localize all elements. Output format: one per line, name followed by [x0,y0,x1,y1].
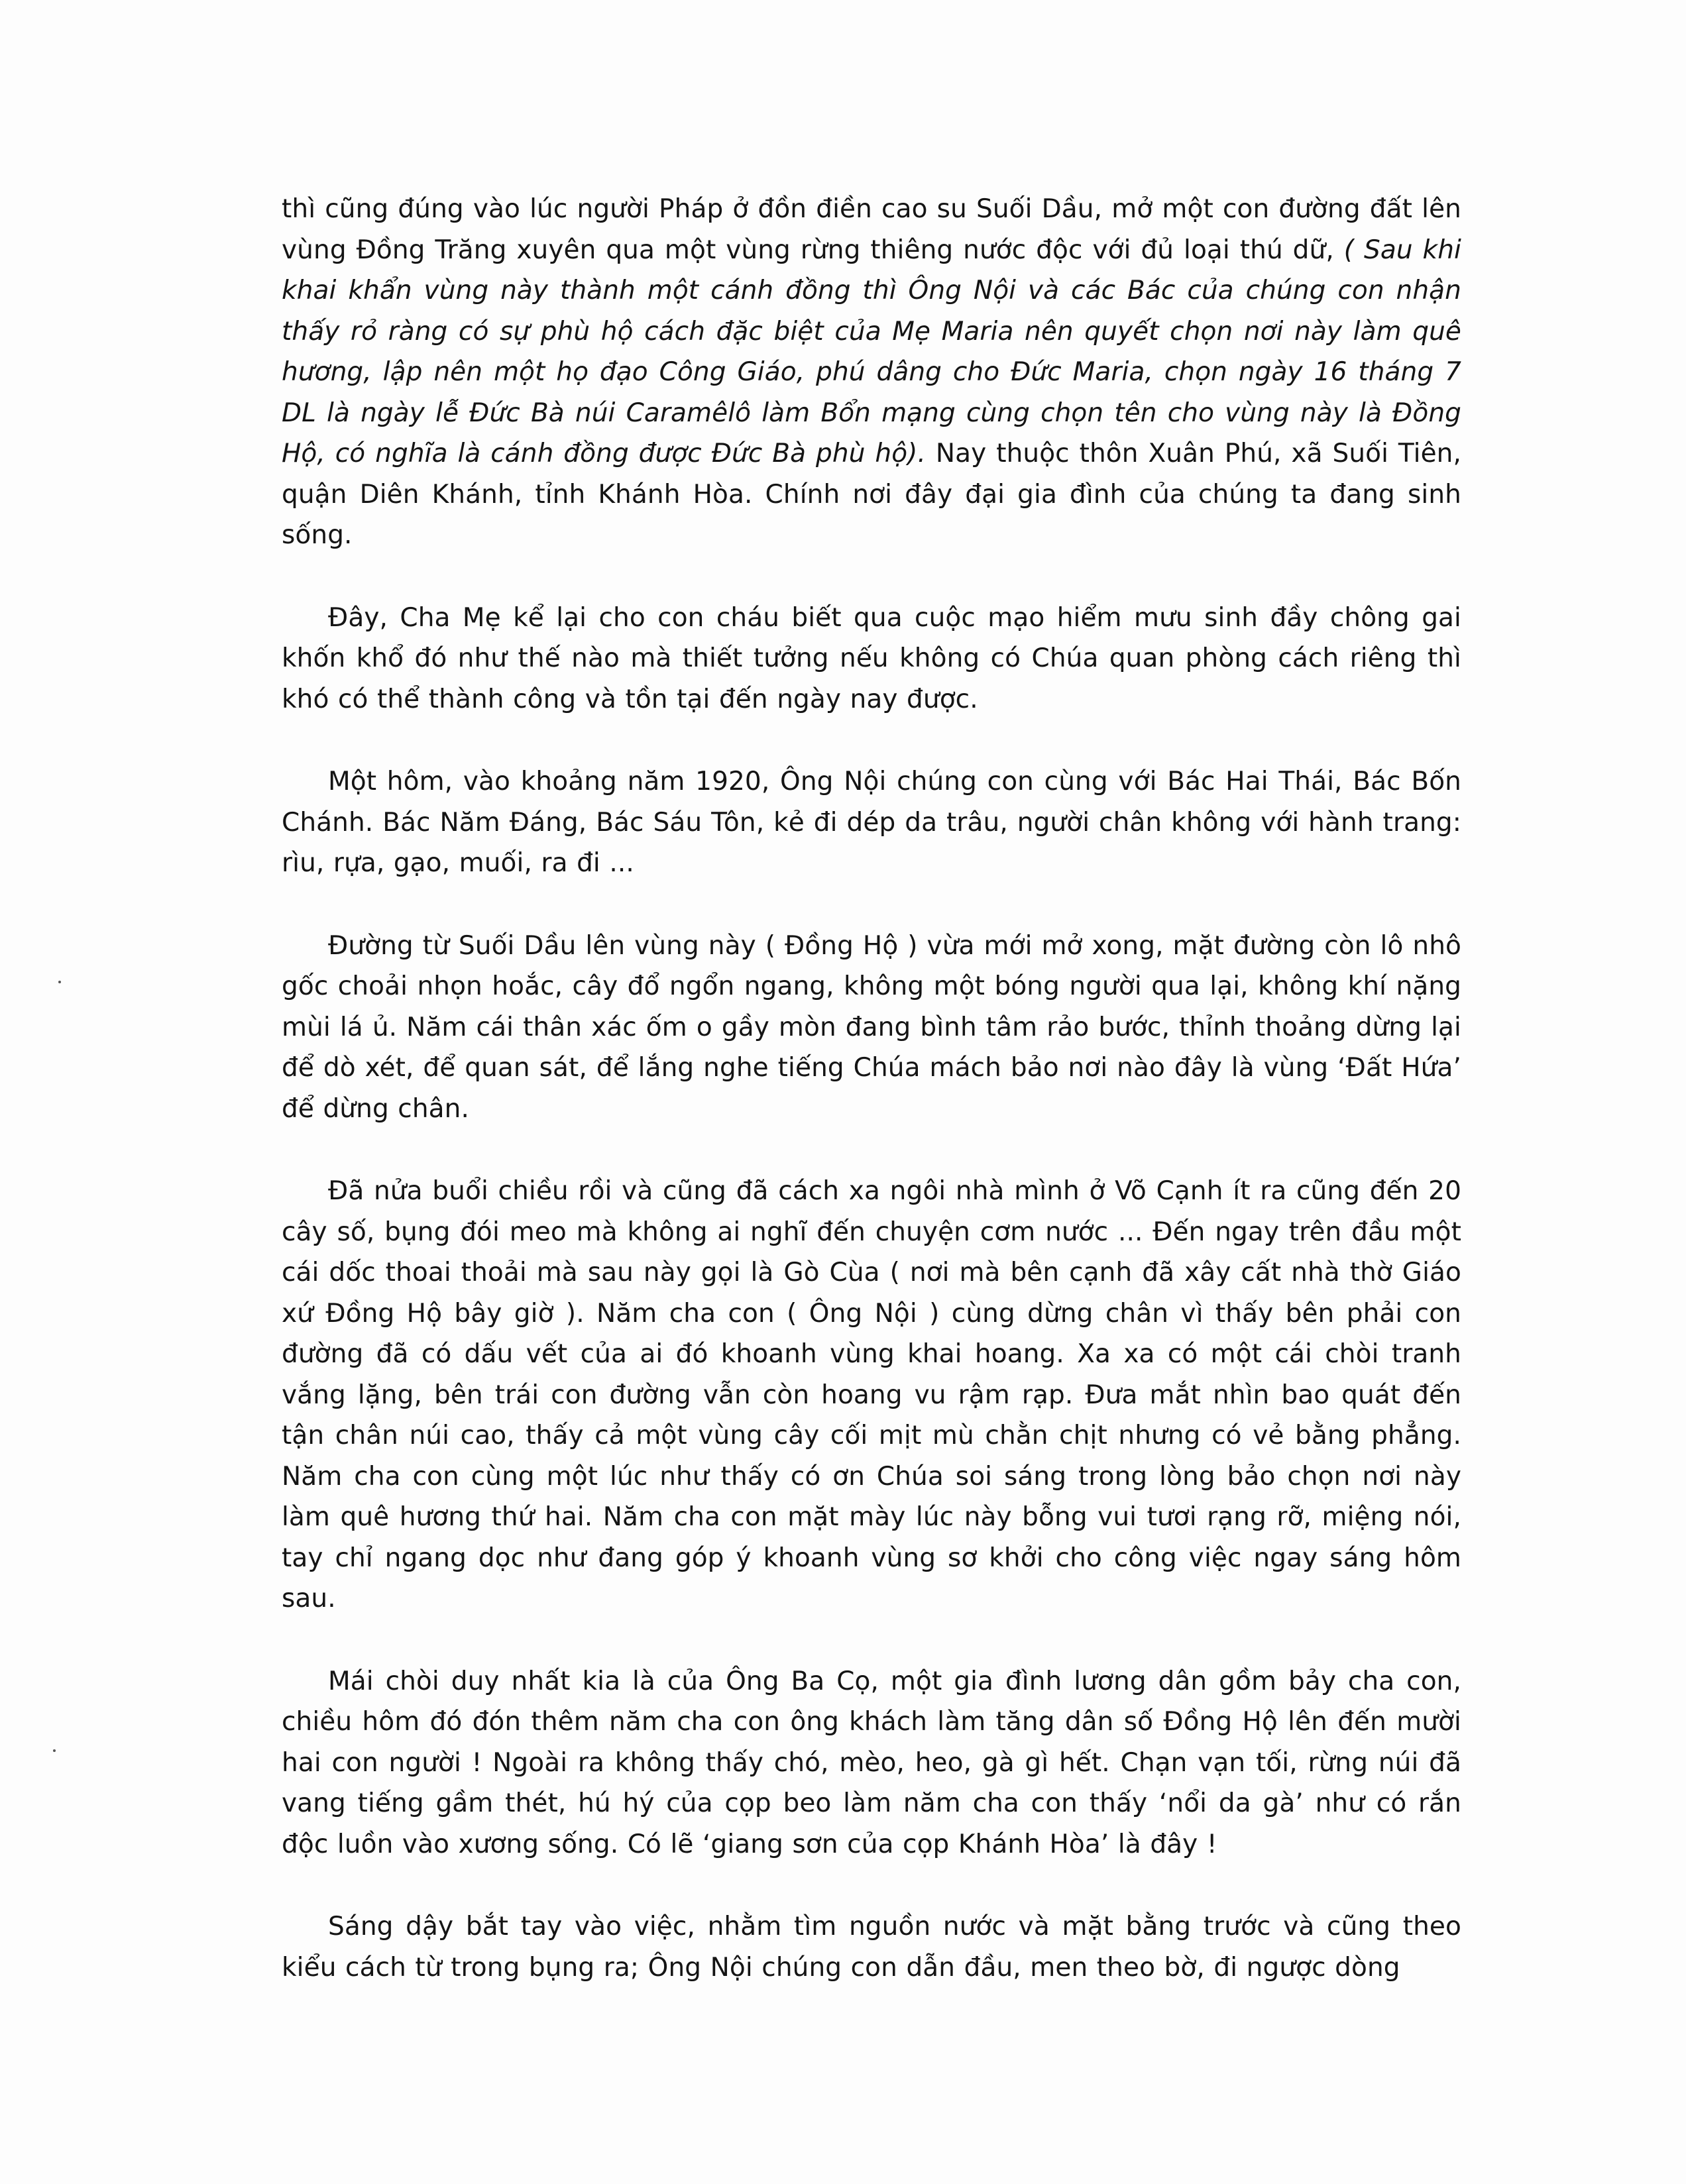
scan-speck [58,981,61,983]
paragraph-gap [282,1129,1461,1171]
paragraph-3 [282,761,1461,884]
document-body [282,189,1461,1988]
paragraph-gap [282,1619,1461,1661]
paragraph-gap [282,556,1461,598]
paragraph-4-text: Đường từ Suối Dầu lên vùng này ( Đồng Hộ ) vừa mới mở xong, mặt đường còn lô nhô gốc choải nhọn hoắc, cây đổ ngổn ngang, không một bóng người qua lại, không khí nặng mùi lá ủ. Năm cái thân xác ốm o gầy mòn đang bình tâm rảo bước, thỉnh thoảng dừng lại để dò xét, để quan sát, để lắng nghe tiếng Chúa mách bảo nơi nào đây là vùng ‘Đất Hứa’ để dừng chân. [282,930,1461,1124]
paragraph-1-run-1: thì cũng đúng vào lúc người Pháp ở đồn điền cao su Suối Dầu, mở một con đường đất lên vùng Đồng Trăng xuyên qua một vùng rừng thiêng nước độc với đủ loại thú dữ, [282,194,1461,265]
paragraph-gap [282,720,1461,761]
paragraph-2-text: Đây, Cha Mẹ kể lại cho con cháu biết qua cuộc mạo hiểm mưu sinh đầy chông gai khốn khổ đó như thế nào mà thiết tưởng nếu không có Chúa quan phòng cách riêng thì khó có thể thành công và tồn tại đến ngày nay được. [282,602,1461,714]
paragraph-6 [282,1661,1461,1865]
paragraph-gap [282,884,1461,926]
paragraph-5 [282,1171,1461,1619]
paragraph-7-text: Sáng dậy bắt tay vào việc, nhằm tìm nguồn nước và mặt bằng trước và cũng theo kiểu cách từ trong bụng ra; Ông Nội chúng con dẫn đầu, men theo bờ, đi ngược dòng [282,1912,1461,1983]
paragraph-1-run-3: Nay thuộc thôn Xuân Phú, xã Suối Tiên, quận Diên Khánh, tỉnh Khánh Hòa. Chính nơi đây đại gia đình của chúng ta đang sinh sống. [282,439,1461,550]
paragraph-1 [282,189,1461,556]
paragraph-gap [282,1865,1461,1906]
paragraph-7 [282,1906,1461,1988]
paragraph-4 [282,926,1461,1130]
scan-speck [53,1749,56,1752]
paragraph-3-text: Một hôm, vào khoảng năm 1920, Ông Nội chúng con cùng với Bác Hai Thái, Bác Bốn Chánh. Bác Năm Đáng, Bác Sáu Tôn, kẻ đi dép da trâu, người chân không với hành trang: rìu, rựa, gạo, muối, ra đi ... [282,767,1461,878]
paragraph-6-text: Mái chòi duy nhất kia là của Ông Ba Cọ, một gia đình lương dân gồm bảy cha con, chiều hôm đó đón thêm năm cha con ông khách làm tăng dân số Đồng Hộ lên đến mười hai con người ! Ngoài ra không thấy chó, mèo, heo, gà gì hết. Chạn vạn tối, rừng núi đã vang tiếng gầm thét, hú hý của cọp beo làm năm cha con thấy ‘nổi da gà’ như có rắn độc luồn vào xương sống. Có lẽ ‘giang sơn của cọp Khánh Hòa’ là đây ! [282,1666,1461,1859]
paragraph-2 [282,598,1461,720]
paragraph-1-italic-run: ( Sau khi khai khẩn vùng này thành một cánh đồng thì Ông Nội và các Bác của chúng con nhận thấy rỏ ràng có sự phù hộ cách đặc biệt của Mẹ Maria nên quyết chọn nơi này làm quê hương, lập nên một họ đạo Công Giáo, phú dâng cho Đức Maria, chọn ngày 16 tháng 7 DL là ngày lễ Đức Bà núi Caramêlô làm Bổn mạng cùng chọn tên cho vùng này là Đồng Hộ, có nghĩa là cánh đồng được Đức Bà phù hộ). [282,235,1461,468]
paragraph-5-text: Đã nửa buổi chiều rồi và cũng đã cách xa ngôi nhà mình ở Võ Cạnh ít ra cũng đến 20 cây số, bụng đói meo mà không ai nghĩ đến chuyện cơm nước ... Đến ngay trên đầu một cái dốc thoai thoải mà sau này gọi là Gò Cùa ( nơi mà bên cạnh đã xây cất nhà thờ Giáo xứ Đồng Hộ bây giờ ). Năm cha con ( Ông Nội ) cùng dừng chân vì thấy bên phải con đường đã có dấu vết của ai đó khoanh vùng khai hoang. Xa xa có một cái chòi tranh vắng lặng, bên trái con đường vẫn còn hoang vu rậm rạp. Đưa mắt nhìn bao quát đến tận chân núi cao, thấy cả một vùng cây cối mịt mù chằn chịt nhưng có vẻ bằng phẳng. Năm cha con cùng một lúc như thấy có ơn Chúa soi sáng trong lòng bảo chọn nơi này làm quê hương thứ hai. Năm cha con mặt mày lúc này bỗng vui tươi rạng rỡ, miệng nói, tay chỉ ngang dọc như đang góp ý khoanh vùng sơ khởi cho công việc ngay sáng hôm sau. [282,1176,1461,1613]
